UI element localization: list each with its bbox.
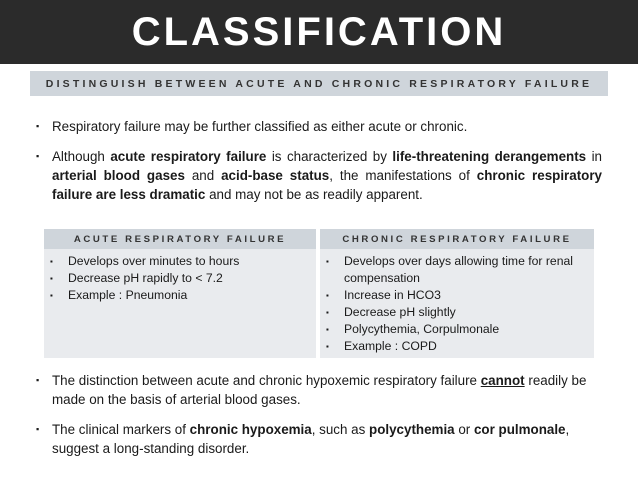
square-bullet-icon: ▪ [326,257,329,266]
square-bullet-icon: ▪ [50,274,53,283]
square-bullet-icon: ▪ [36,151,40,161]
chronic-column [320,229,594,358]
bullet-distinction [36,371,602,409]
square-bullet-icon: ▪ [36,424,40,434]
bullet-text: Respiratory failure may be further classified as either acute or chronic. [52,119,468,134]
acute-header: ACUTE RESPIRATORY FAILURE [44,229,316,249]
acute-cell [44,249,316,358]
list-item: ▪ Example : COPD [326,339,437,353]
chronic-header: CHRONIC RESPIRATORY FAILURE [320,229,594,249]
list-item: ▪ Example : Pneumonia [50,288,188,302]
bullet-text: Although acute respiratory failure is characterized by life-threatening derangements in arterial blood gases and acid-base status, the manifestations of chronic respiratory failure are less dramatic and may not be as readily apparent. [52,149,603,202]
bullet-text: The clinical markers of chronic hypoxemia, such as polycythemia or cor pulmonale, suggest a long-standing disorder. [52,422,570,456]
slide-subtitle: DISTINGUISH BETWEEN ACUTE AND CHRONIC RESPIRATORY FAILURE [45,77,593,90]
list-item: ▪ Polycythemia, Corpulmonale [326,322,500,336]
square-bullet-icon: ▪ [326,325,329,334]
bullet-text: The distinction between acute and chronic hypoxemic respiratory failure cannot readily be made on the basis of arterial blood gases. [52,373,587,407]
list-item: ▪ Decrease pH slightly [326,305,456,319]
square-bullet-icon: ▪ [36,121,40,131]
acute-column [44,229,316,358]
comparison-table [44,229,594,358]
list-item: ▪ Develops over days allowing time for renal compensation [326,254,573,285]
square-bullet-icon: ▪ [326,342,329,351]
bullet-acute-vs-chronic [36,147,602,204]
list-item: ▪ Decrease pH rapidly to < 7.2 [50,271,223,285]
subtitle-bar [30,71,608,96]
list-item: ▪ Develops over minutes to hours [50,254,240,268]
bullet-clinical-markers [36,420,602,458]
square-bullet-icon: ▪ [326,291,329,300]
bullet-classification [36,117,602,136]
slide-title: CLASSIFICATION [131,9,507,54]
square-bullet-icon: ▪ [36,375,40,385]
title-bar [0,0,638,64]
square-bullet-icon: ▪ [50,257,53,266]
square-bullet-icon: ▪ [326,308,329,317]
chronic-cell [320,249,594,358]
square-bullet-icon: ▪ [50,291,53,300]
list-item: ▪ Increase in HCO3 [326,288,441,302]
